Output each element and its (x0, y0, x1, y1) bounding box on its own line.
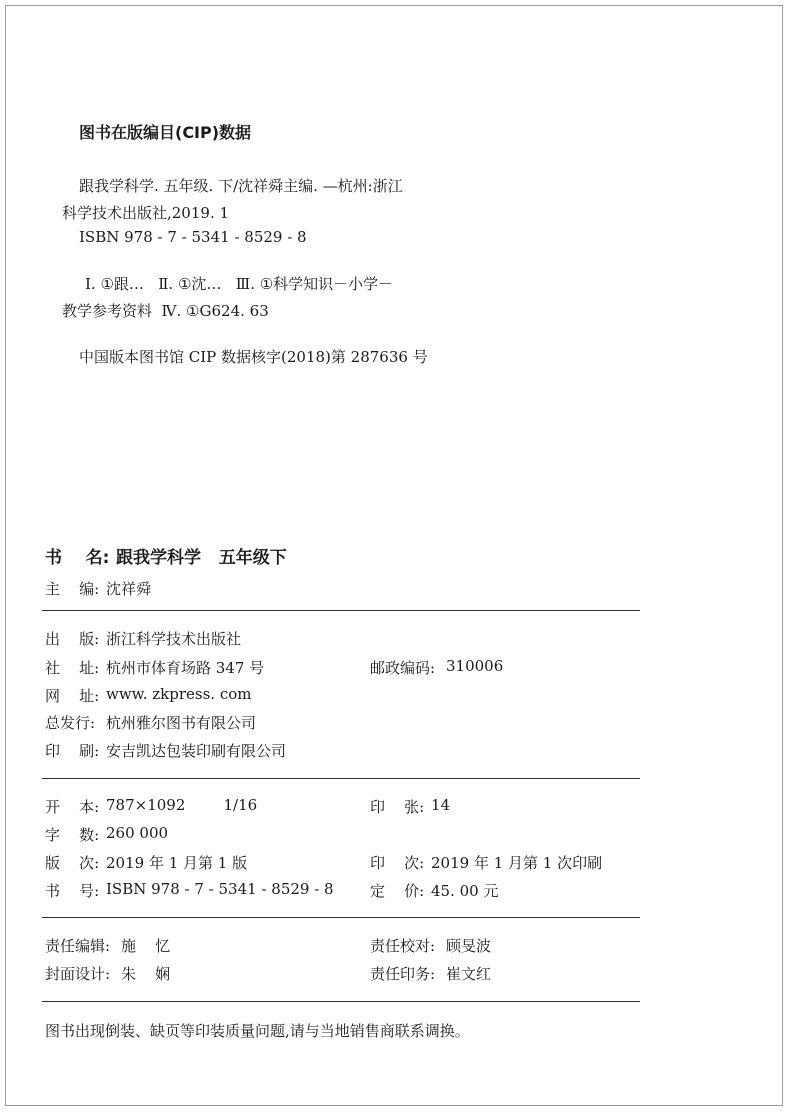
price-value: 45. 00 元 (431, 882, 499, 900)
publisher-value: 浙江科学技术出版社 (106, 630, 242, 648)
cip-catalog-number: 中国版本图书馆 CIP 数据核字(2018)第 287636 号 (79, 348, 428, 366)
printing-label: 印 次: (370, 854, 425, 872)
edition-value: 2019 年 1 月第 1 版 (106, 854, 248, 872)
distributor-value: 杭州雅尔图书有限公司 (106, 714, 257, 732)
address-label: 社 址: (45, 659, 100, 677)
print-supervisor-value: 崔文红 (446, 965, 492, 983)
book-title-label: 书 名: (45, 548, 110, 568)
publisher-label: 出 版: (45, 630, 100, 648)
format-value: 787×1092 1/16 (106, 796, 258, 814)
distributor-label: 总发行: (45, 714, 96, 732)
divider-1 (42, 610, 640, 611)
cip-title: 图书在版编目(CIP)数据 (79, 123, 252, 142)
book-title-value: 跟我学科学 五年级下 (116, 548, 287, 568)
cip-isbn: ISBN 978 - 7 - 5341 - 8529 - 8 (79, 228, 307, 246)
edition-label: 版 次: (45, 854, 100, 872)
word-count-value: 260 000 (106, 824, 169, 842)
format-label: 开 本: (45, 798, 100, 816)
postcode-value: 310006 (446, 657, 504, 675)
quality-notice: 图书出现倒装、缺页等印装质量问题,请与当地销售商联系调换。 (45, 1022, 470, 1040)
responsible-editor-value: 施 忆 (121, 937, 171, 955)
cip-subject-2: 教学参考资料 Ⅳ. ①G624. 63 (62, 302, 269, 320)
postcode-label: 邮政编码: (370, 659, 436, 677)
proofreader-value: 顾旻波 (446, 937, 492, 955)
word-count-label: 字 数: (45, 826, 100, 844)
cip-line-1: 跟我学科学. 五年级. 下/沈祥舜主编. —杭州:浙江 (79, 177, 403, 195)
printer-label: 印 刷: (45, 742, 100, 760)
address-value: 杭州市体育场路 347 号 (106, 659, 265, 677)
divider-3 (42, 917, 640, 918)
chief-editor-label: 主 编: (45, 580, 100, 598)
chief-editor-value: 沈祥舜 (106, 580, 152, 598)
sheets-label: 印 张: (370, 798, 425, 816)
cip-line-2: 科学技术出版社,2019. 1 (62, 204, 230, 222)
price-label: 定 价: (370, 882, 425, 900)
proofreader-label: 责任校对: (370, 937, 436, 955)
printer-value: 安吉凯达包装印刷有限公司 (106, 742, 287, 760)
cover-designer-value: 朱 娴 (121, 965, 171, 983)
responsible-editor-label: 责任编辑: (45, 937, 111, 955)
printing-value: 2019 年 1 月第 1 次印刷 (431, 854, 603, 872)
print-supervisor-label: 责任印务: (370, 965, 436, 983)
website-label: 网 址: (45, 687, 100, 705)
website-value: www. zkpress. com (106, 685, 252, 703)
cover-designer-label: 封面设计: (45, 965, 111, 983)
divider-4 (42, 1001, 640, 1002)
sheets-value: 14 (431, 796, 451, 814)
book-number-label: 书 号: (45, 882, 100, 900)
cip-subject-1: Ⅰ. ①跟… Ⅱ. ①沈… Ⅲ. ①科学知识－小学－ (85, 275, 394, 293)
divider-2 (42, 778, 640, 779)
book-number-value: ISBN 978 - 7 - 5341 - 8529 - 8 (106, 880, 334, 898)
